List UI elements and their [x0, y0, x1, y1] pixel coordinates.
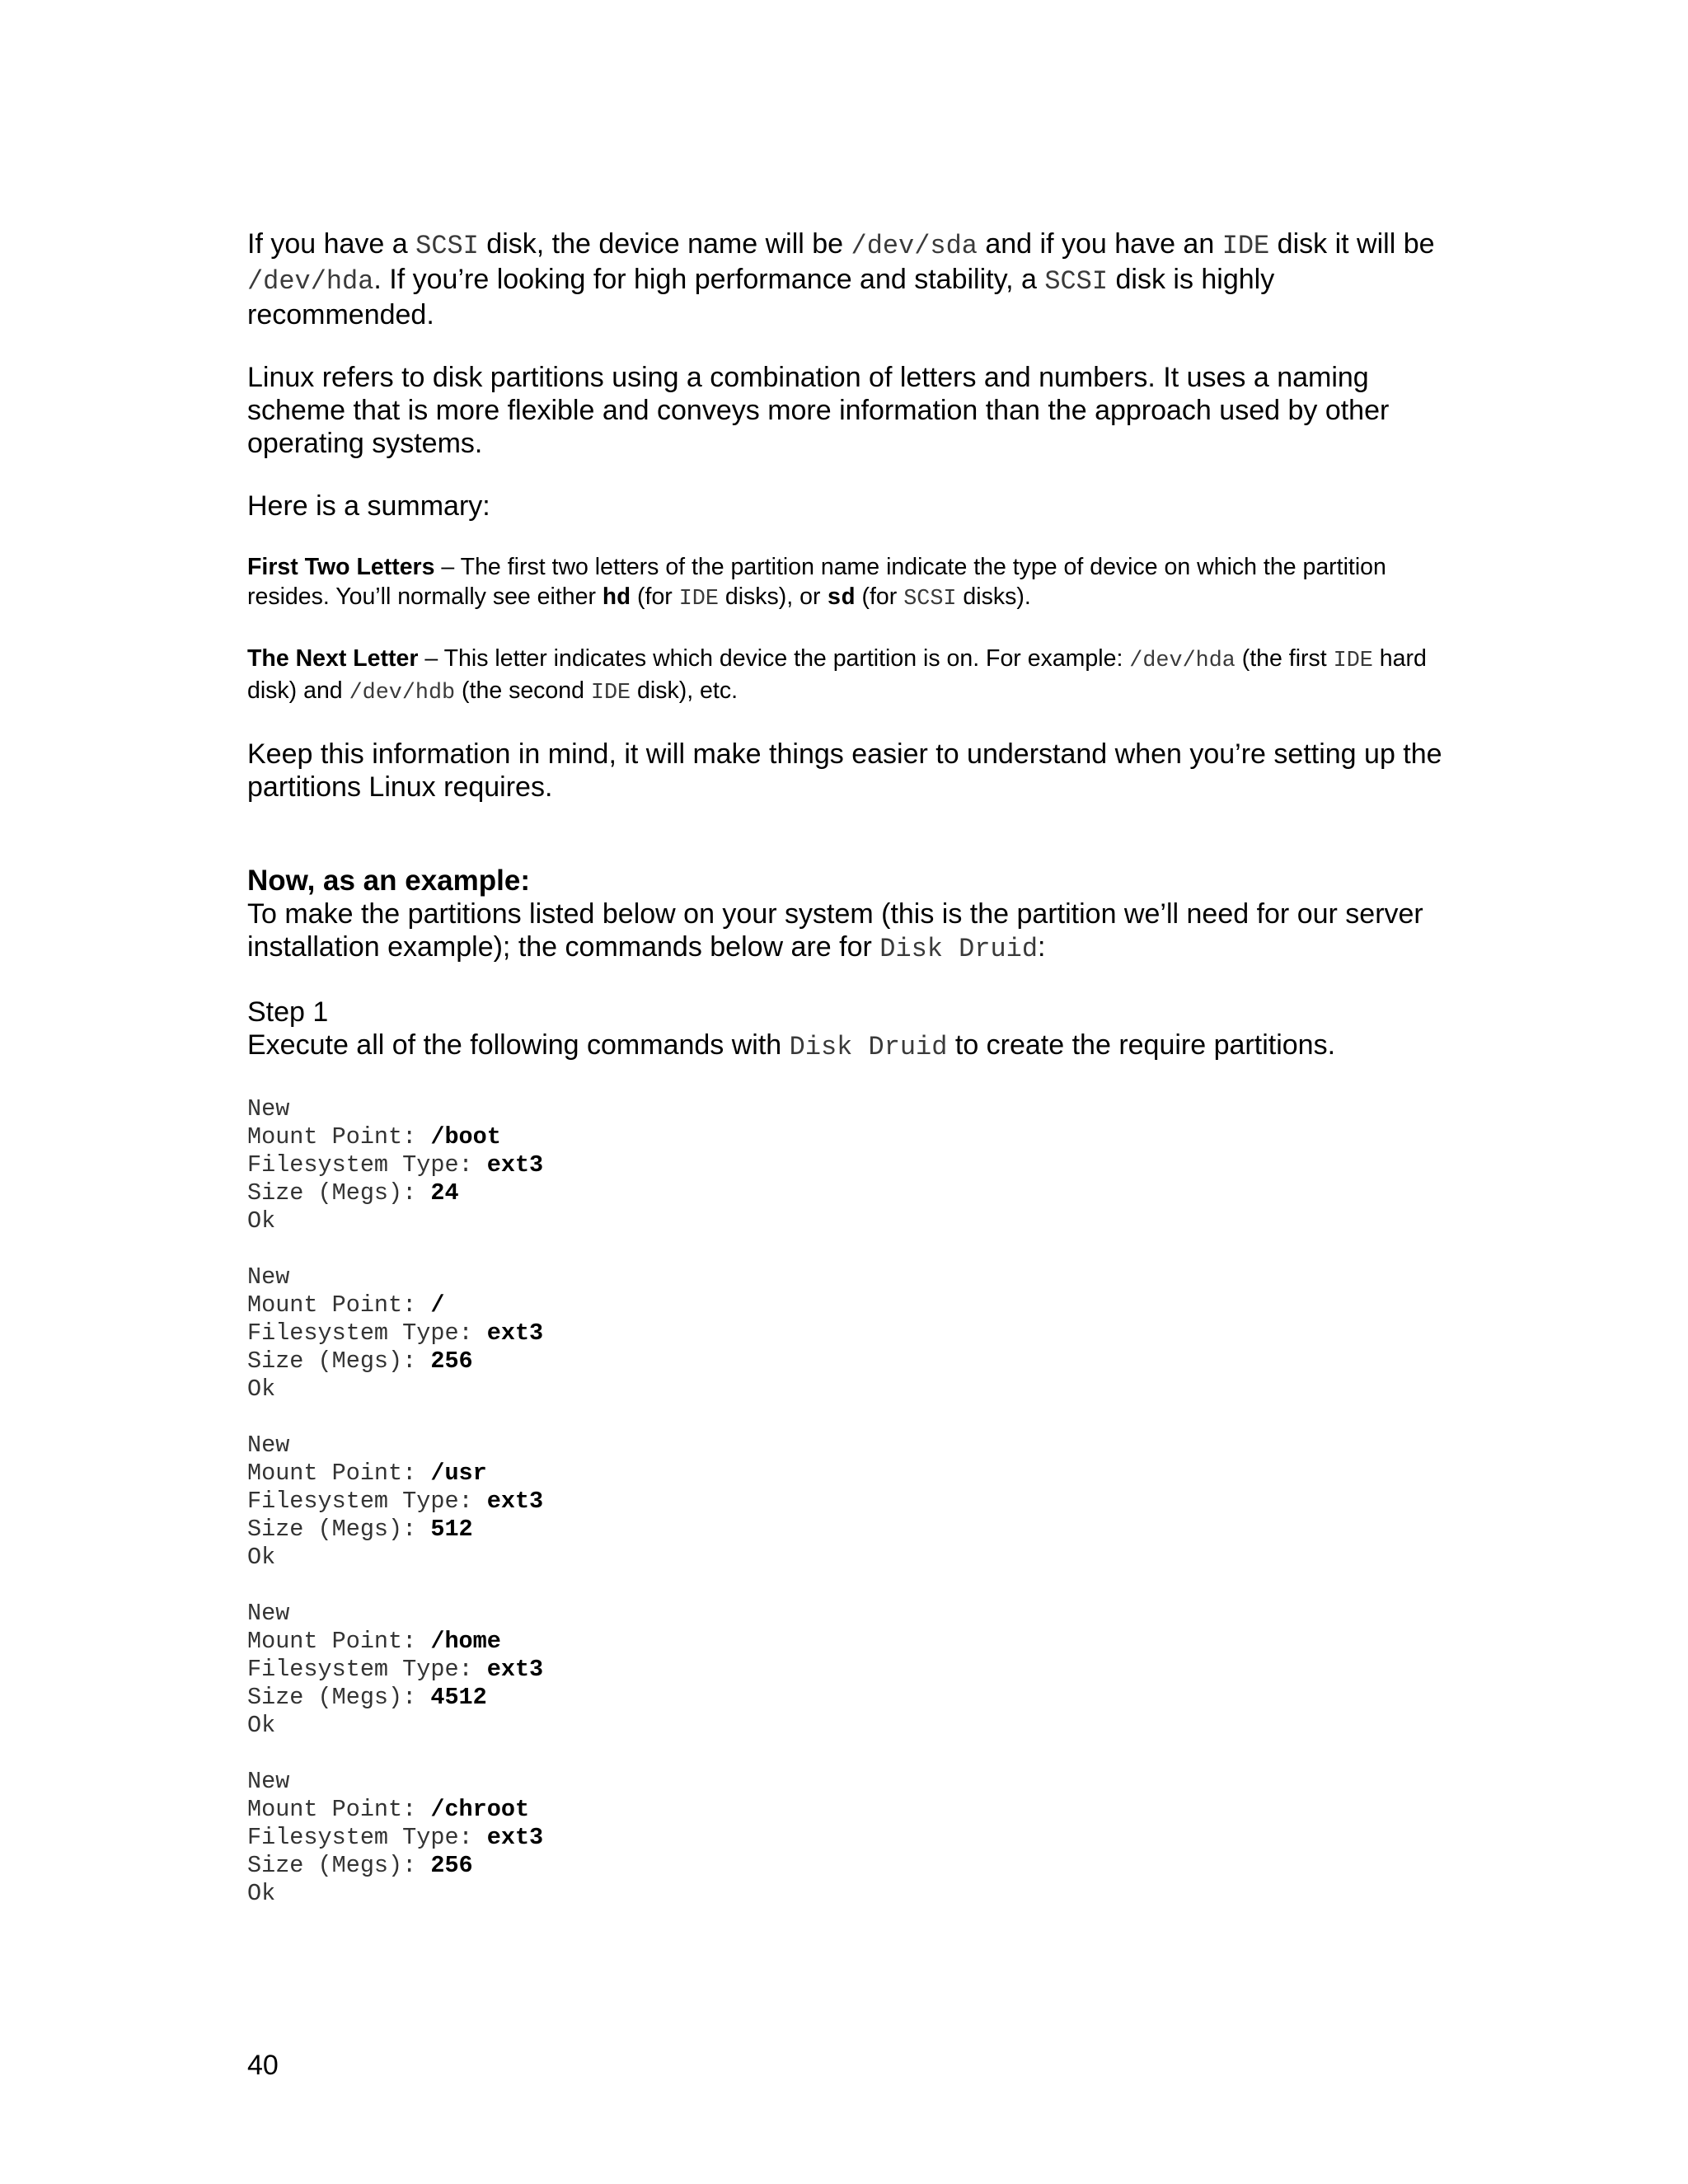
code-hd: hd [602, 584, 631, 612]
code-scsi: SCSI [1044, 266, 1109, 297]
code-label: Filesystem Type: [247, 1319, 487, 1347]
paragraph-naming-scheme: Linux refers to disk partitions using a combination of letters and numbers. It uses a naming scheme that is more flexible and conveys more information than the approach used by other operating systems. [247, 362, 1390, 459]
code-label: Size (Megs): [247, 1179, 431, 1207]
code-value: 24 [430, 1179, 459, 1207]
code-label: Size (Megs): [247, 1684, 431, 1711]
partition-command-block [247, 1263, 1442, 1404]
code-line [247, 1123, 1442, 1151]
text: If you have a [247, 228, 416, 260]
text: (for [855, 583, 904, 610]
code-value: /home [430, 1628, 501, 1655]
text: (the second [455, 677, 591, 704]
code-value: 4512 [430, 1684, 487, 1711]
code-value: 512 [430, 1516, 473, 1543]
code-line [247, 1600, 1442, 1628]
partition-command-block [247, 1432, 1442, 1572]
code-label: New [247, 1095, 290, 1122]
code-line [247, 1179, 1442, 1207]
code-label: Ok [247, 1880, 276, 1907]
text: (the first [1235, 645, 1334, 672]
code-label: Size (Megs): [247, 1852, 431, 1879]
code-label: Ok [247, 1376, 276, 1403]
definition-term: First Two Letters [247, 554, 435, 580]
code-ide: IDE [678, 587, 719, 612]
code-sd: sd [827, 584, 856, 612]
definition-first-two-letters [247, 552, 1442, 614]
paragraph-device-names [247, 227, 1442, 331]
partition-command-block [247, 1768, 1442, 1908]
text: . If you’re looking for high performance and stability, a [373, 264, 1045, 295]
code-label: Size (Megs): [247, 1347, 431, 1375]
code-line [247, 1768, 1442, 1796]
code-value: 256 [430, 1347, 473, 1375]
code-line [247, 1684, 1442, 1712]
code-label: Filesystem Type: [247, 1488, 487, 1515]
code-value: /usr [430, 1460, 487, 1487]
code-line [247, 1432, 1442, 1460]
text: and if you have an [977, 228, 1222, 260]
code-line [247, 1712, 1442, 1740]
code-label: Mount Point: [247, 1291, 431, 1319]
code-scsi: SCSI [903, 587, 957, 612]
code-dev-sda: /dev/sda [851, 231, 978, 261]
code-scsi: SCSI [415, 231, 479, 261]
text: disk is highly recommended. [247, 264, 1275, 330]
text: disk), etc. [631, 677, 738, 704]
text: – This letter indicates which device the partition is on. For example: [418, 645, 1130, 672]
code-label: Size (Megs): [247, 1516, 431, 1543]
code-label: Ok [247, 1544, 276, 1571]
code-line [247, 1263, 1442, 1291]
code-line [247, 1516, 1442, 1544]
code-dev-hda: /dev/hda [247, 266, 374, 297]
code-label: Filesystem Type: [247, 1656, 487, 1683]
paragraph-step-instructions [247, 1029, 1442, 1064]
code-line [247, 1460, 1442, 1488]
code-ide: IDE [1333, 649, 1373, 673]
code-value: ext3 [486, 1151, 544, 1179]
code-disk-druid: Disk Druid [789, 1032, 948, 1062]
paragraph-example-intro [247, 898, 1442, 966]
definition-term: The Next Letter [247, 645, 419, 672]
paragraph-keep-in-mind: Keep this information in mind, it will make things easier to understand when you’re setting up the partitions Linux requires. [247, 738, 1442, 803]
code-line [247, 1880, 1442, 1908]
code-line [247, 1796, 1442, 1824]
code-label: Ok [247, 1207, 276, 1235]
text: hard disk) and [247, 645, 1427, 704]
code-line [247, 1291, 1442, 1319]
code-label: New [247, 1432, 290, 1459]
text: – The first two letters of the partition name indicate the type of device on which the partition resides. You’ll normally see either [247, 554, 1386, 610]
text: To make the partitions listed below on your system (this is the partition we’ll need for our server installation example); the commands below are for [247, 898, 1423, 963]
code-value: 256 [430, 1852, 473, 1879]
text: disk it will be [1269, 228, 1435, 260]
page-number: 40 [247, 2050, 279, 2081]
code-line [247, 1095, 1442, 1123]
section-heading: Now, as an example: [247, 865, 530, 897]
code-label: Filesystem Type: [247, 1824, 487, 1851]
code-value: / [430, 1291, 445, 1319]
partition-command-block [247, 1095, 1442, 1235]
code-disk-druid: Disk Druid [879, 934, 1039, 964]
code-line [247, 1488, 1442, 1516]
code-value: ext3 [486, 1488, 544, 1515]
code-label: Mount Point: [247, 1628, 431, 1655]
code-value: ext3 [486, 1319, 544, 1347]
code-line [247, 1656, 1442, 1684]
code-ide: IDE [590, 681, 631, 705]
step-label: Step 1 [247, 996, 329, 1028]
code-line [247, 1376, 1442, 1404]
code-value: ext3 [486, 1656, 544, 1683]
text: disk, the device name will be [478, 228, 851, 260]
definition-next-letter [247, 644, 1442, 708]
text: to create the require partitions. [947, 1029, 1336, 1061]
code-line [247, 1628, 1442, 1656]
code-label: New [247, 1263, 290, 1291]
code-line [247, 1319, 1442, 1347]
text: disks). [956, 583, 1031, 610]
code-label: Mount Point: [247, 1796, 431, 1823]
text: disks), or [718, 583, 828, 610]
code-line [247, 1151, 1442, 1179]
code-ide: IDE [1221, 231, 1270, 261]
code-line [247, 1544, 1442, 1572]
code-label: Ok [247, 1712, 276, 1739]
code-line [247, 1824, 1442, 1852]
page-content [247, 227, 1442, 1908]
code-dev-hdb: /dev/hdb [349, 681, 456, 705]
code-value: ext3 [486, 1824, 544, 1851]
code-label: New [247, 1600, 290, 1627]
code-value: /chroot [430, 1796, 530, 1823]
partition-command-list [247, 1095, 1442, 1908]
partition-command-block [247, 1600, 1442, 1740]
code-line [247, 1347, 1442, 1376]
code-line [247, 1207, 1442, 1235]
code-dev-hda: /dev/hda [1129, 649, 1236, 673]
code-line [247, 1852, 1442, 1880]
text: : [1038, 931, 1046, 963]
paragraph-summary-intro: Here is a summary: [247, 490, 490, 522]
code-label: New [247, 1768, 290, 1795]
code-label: Mount Point: [247, 1460, 431, 1487]
code-value: /boot [430, 1123, 501, 1151]
text: (for [631, 583, 679, 610]
code-label: Filesystem Type: [247, 1151, 487, 1179]
code-label: Mount Point: [247, 1123, 431, 1151]
text: Execute all of the following commands with [247, 1029, 790, 1061]
